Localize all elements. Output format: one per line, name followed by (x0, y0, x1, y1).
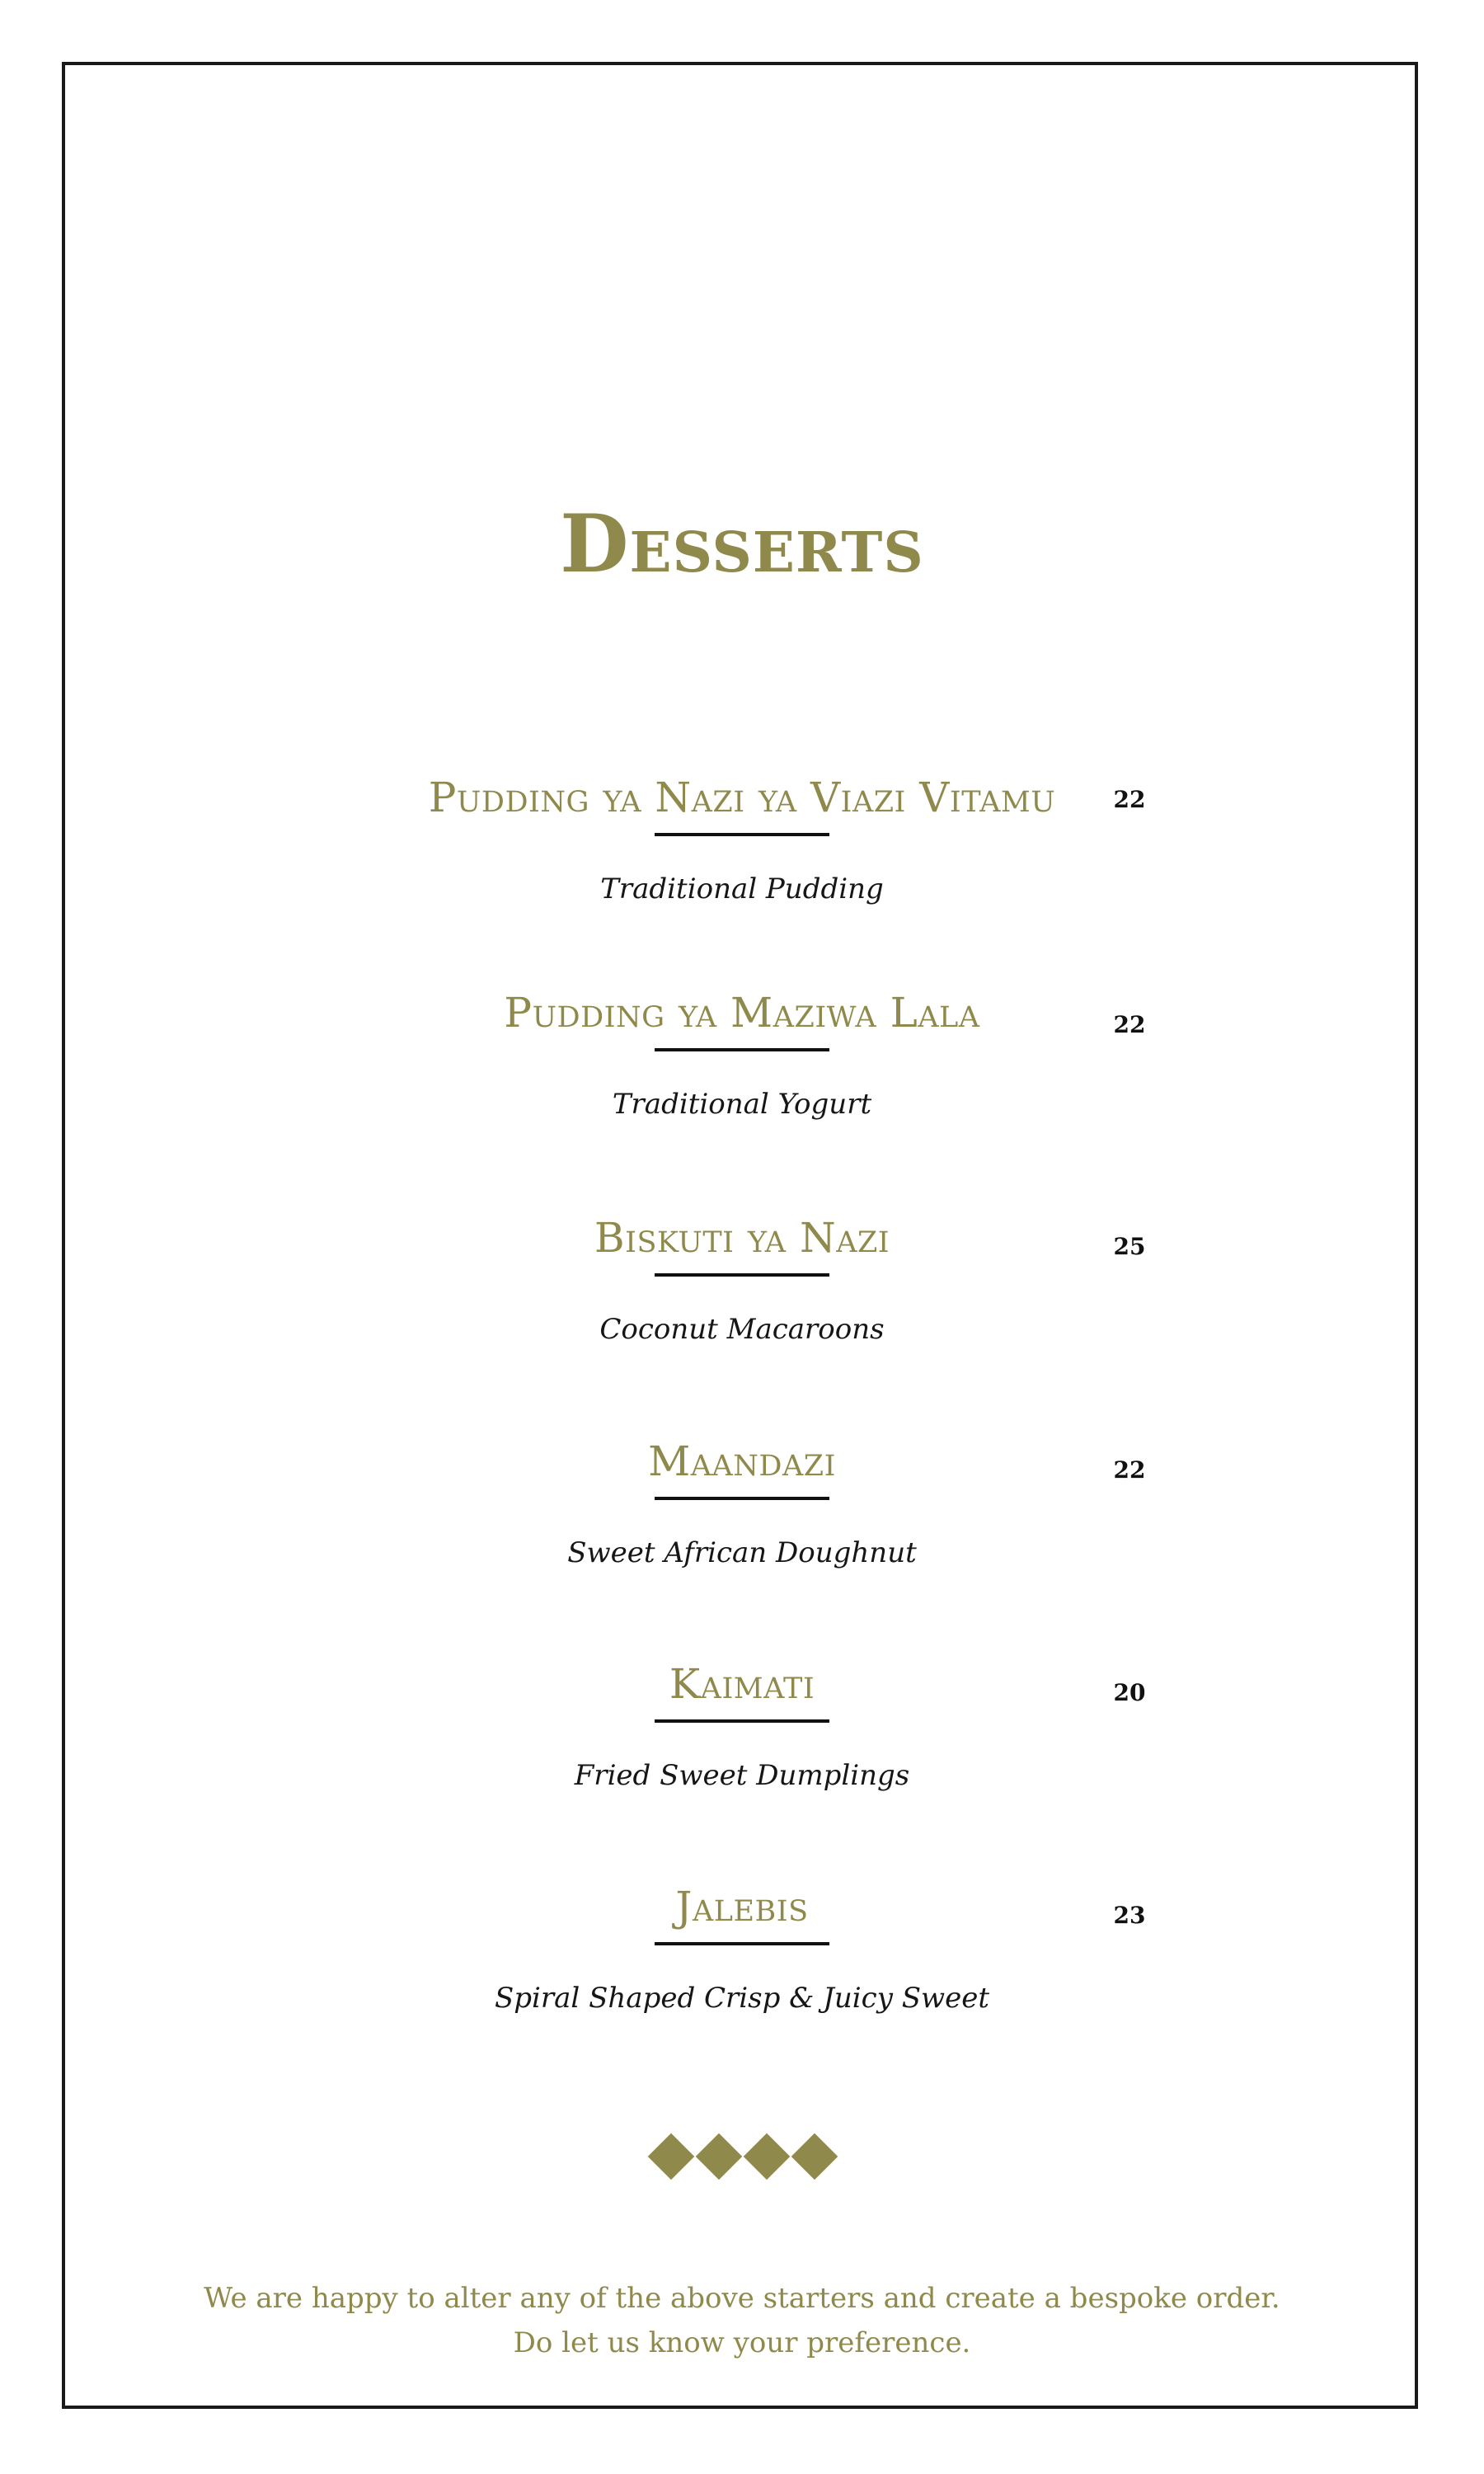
item-price: 25 (1113, 1233, 1146, 1260)
menu-item (0, 1655, 1484, 1845)
item-name: Kaimati (669, 1660, 815, 1708)
diamond-icon (648, 2133, 695, 2180)
menu-item (0, 769, 1484, 958)
item-divider (655, 1048, 829, 1051)
item-description: Coconut Macaroons (599, 1313, 885, 1346)
item-divider (655, 833, 829, 836)
item-name: Pudding ya Maziwa Lala (504, 989, 980, 1037)
item-price: 22 (1113, 1011, 1146, 1038)
item-divider (655, 1273, 829, 1277)
diamond-icon (696, 2133, 743, 2180)
diamond-icon (791, 2133, 838, 2180)
menu-item (0, 984, 1484, 1174)
item-price: 22 (1113, 1456, 1146, 1484)
page-title: Desserts (560, 497, 924, 590)
ornament (648, 2133, 836, 2180)
item-price: 23 (1113, 1902, 1146, 1929)
item-divider (655, 1942, 829, 1945)
item-name: Pudding ya Nazi ya Viazi Vitamu (428, 774, 1056, 821)
item-name: Jalebis (675, 1883, 809, 1931)
footer-line-2: Do let us know your preference. (513, 2326, 971, 2359)
menu-item (0, 1878, 1484, 2067)
item-price: 22 (1113, 786, 1146, 813)
item-price: 20 (1113, 1679, 1146, 1706)
item-divider (655, 1719, 829, 1723)
menu-item (0, 1432, 1484, 1622)
menu-item (0, 1209, 1484, 1399)
item-name: Biskuti ya Nazi (594, 1214, 890, 1262)
footer-line-1: We are happy to alter any of the above starters and create a bespoke order. (204, 2282, 1280, 2315)
diamond-icon (744, 2133, 791, 2180)
footer-note (0, 2276, 1484, 2365)
item-description: Traditional Yogurt (612, 1088, 872, 1121)
item-description: Spiral Shaped Crisp & Juicy Sweet (494, 1982, 990, 2015)
item-description: Fried Sweet Dumplings (574, 1759, 910, 1792)
item-divider (655, 1497, 829, 1500)
item-description: Sweet African Doughnut (567, 1536, 917, 1569)
item-name: Maandazi (648, 1437, 836, 1485)
item-description: Traditional Pudding (600, 872, 884, 905)
